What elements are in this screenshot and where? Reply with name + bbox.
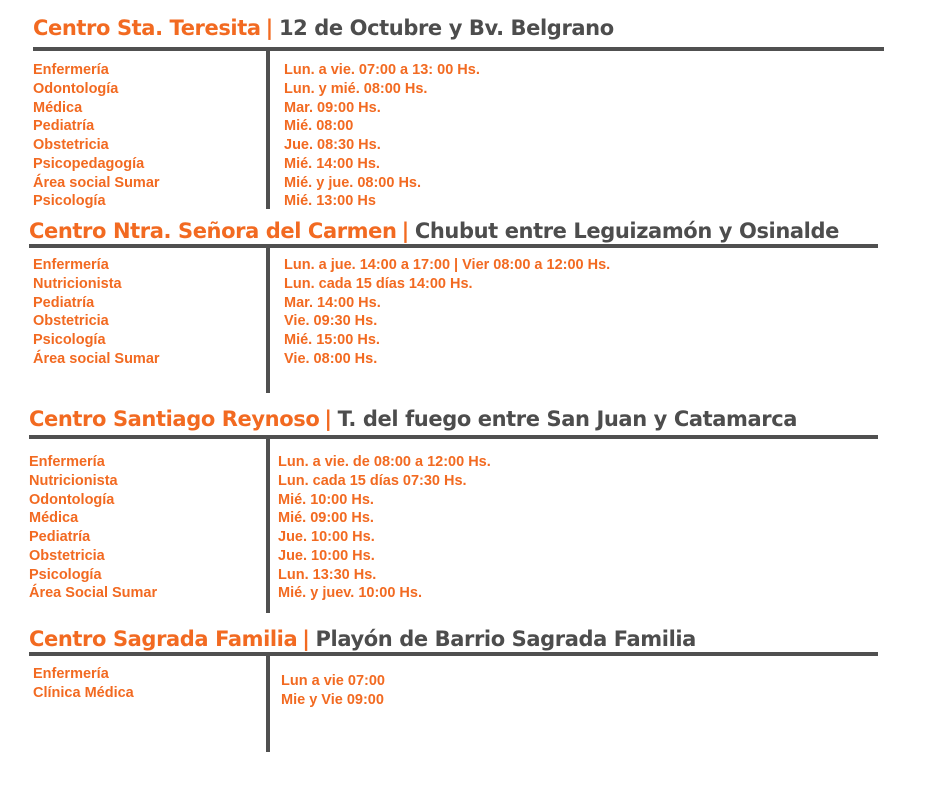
service-label: Enfermería: [33, 257, 109, 273]
section-heading: [29, 626, 696, 652]
schedule-column: [278, 453, 491, 603]
service-label: Psicología: [29, 566, 102, 583]
schedule-value: Lun. a vie. 07:00 a 13: 00 Hs.: [284, 62, 480, 78]
service-label: Nutricionista: [33, 275, 122, 292]
service-label: Pediatría: [29, 529, 91, 545]
service-label: Obstetricia: [33, 137, 109, 153]
service-label: Área social Sumar: [33, 350, 160, 367]
service-label: Psicopedagogía: [33, 155, 145, 172]
column-divider: [266, 247, 270, 393]
services-column: [29, 453, 157, 603]
service-label: Área Social Sumar: [29, 585, 158, 602]
heading-separator: |: [401, 219, 409, 243]
heading-rule: [33, 47, 884, 51]
schedule-value: Mié. 10:00 Hs.: [278, 491, 374, 508]
service-label: Médica: [33, 99, 83, 116]
schedule-value: Vie. 08:00 Hs.: [284, 350, 378, 367]
heading-separator: |: [324, 407, 332, 431]
schedule-value: Lun a vie 07:00: [281, 673, 385, 689]
heading-rule: [29, 652, 878, 656]
heading-separator: |: [302, 627, 310, 651]
schedule-value: Mar. 14:00 Hs.: [284, 294, 381, 311]
schedule-value: Mié. 15:00 Hs.: [284, 332, 380, 348]
schedule-value: Mié. y jue. 08:00 Hs.: [284, 174, 422, 191]
center-name: Centro Santiago Reynoso: [29, 407, 320, 431]
service-label: Obstetricia: [33, 313, 109, 330]
center-address: Playón de Barrio Sagrada Familia: [315, 627, 696, 651]
service-label: Psicología: [33, 193, 106, 210]
schedule-value: Mar. 09:00 Hs.: [284, 99, 381, 116]
service-label: Odontología: [29, 491, 115, 508]
schedule-column: [281, 672, 385, 710]
center-name: Centro Sta. Teresita: [33, 16, 261, 40]
schedule-value: Lun. cada 15 días 07:30 Hs.: [278, 472, 467, 489]
schedule-value: Mie y Vie 09:00: [281, 691, 384, 708]
schedule-value: Jue. 10:00 Hs.: [278, 529, 375, 545]
schedule-column: [284, 256, 610, 369]
schedule-value: Jue. 08:30 Hs.: [284, 137, 381, 153]
center-address: Chubut entre Leguizamón y Osinalde: [414, 219, 839, 243]
schedule-value: Mié. 09:00 Hs.: [278, 510, 374, 527]
service-label: Obstetricia: [29, 547, 105, 564]
schedule-value: Lun. y mié. 08:00 Hs.: [284, 80, 428, 97]
schedule-value: Mié. 08:00: [284, 118, 354, 135]
schedule-value: Vie. 09:30 Hs.: [284, 313, 378, 330]
service-label: Enfermería: [33, 666, 109, 682]
service-label: Pediatría: [33, 294, 95, 311]
section-heading: [29, 406, 797, 432]
service-label: Médica: [29, 510, 79, 527]
service-label: Odontología: [33, 80, 119, 97]
schedule-value: Lun. 13:30 Hs.: [278, 566, 377, 583]
schedule-value: Mié. 13:00 Hs: [284, 193, 376, 210]
service-label: Pediatría: [33, 118, 95, 135]
service-label: Área social Sumar: [33, 174, 160, 191]
section-heading: [33, 15, 614, 41]
schedule-value: Lun. cada 15 días 14:00 Hs.: [284, 275, 473, 292]
heading-separator: |: [265, 16, 273, 40]
service-label: Psicología: [33, 332, 106, 348]
schedule-value: Jue. 10:00 Hs.: [278, 547, 375, 564]
column-divider: [266, 655, 270, 752]
center-address: 12 de Octubre y Bv. Belgrano: [278, 16, 614, 40]
schedule-value: Mié. y juev. 10:00 Hs.: [278, 585, 422, 602]
service-label: Enfermería: [33, 62, 109, 78]
center-address: T. del fuego entre San Juan y Catamarca: [337, 407, 798, 431]
heading-rule: [29, 435, 878, 439]
service-label: Nutricionista: [29, 472, 118, 489]
schedule-value: Lun. a jue. 14:00 a 17:00 | Vier 08:00 a 12:00 Hs.: [284, 257, 611, 273]
heading-rule: [29, 244, 878, 248]
schedule-column: [284, 61, 480, 211]
services-column: [33, 61, 160, 211]
schedule-value: Lun. a vie. de 08:00 a 12:00 Hs.: [278, 454, 491, 470]
column-divider: [266, 438, 270, 613]
services-column: [33, 256, 160, 369]
center-name: Centro Sagrada Familia: [29, 627, 298, 651]
section-heading: [29, 218, 839, 244]
service-label: Clínica Médica: [33, 684, 134, 701]
center-name: Centro Ntra. Señora del Carmen: [29, 219, 397, 243]
schedule-value: Mié. 14:00 Hs.: [284, 155, 380, 172]
services-column: [33, 665, 134, 703]
service-label: Enfermería: [29, 454, 105, 470]
column-divider: [266, 50, 270, 209]
